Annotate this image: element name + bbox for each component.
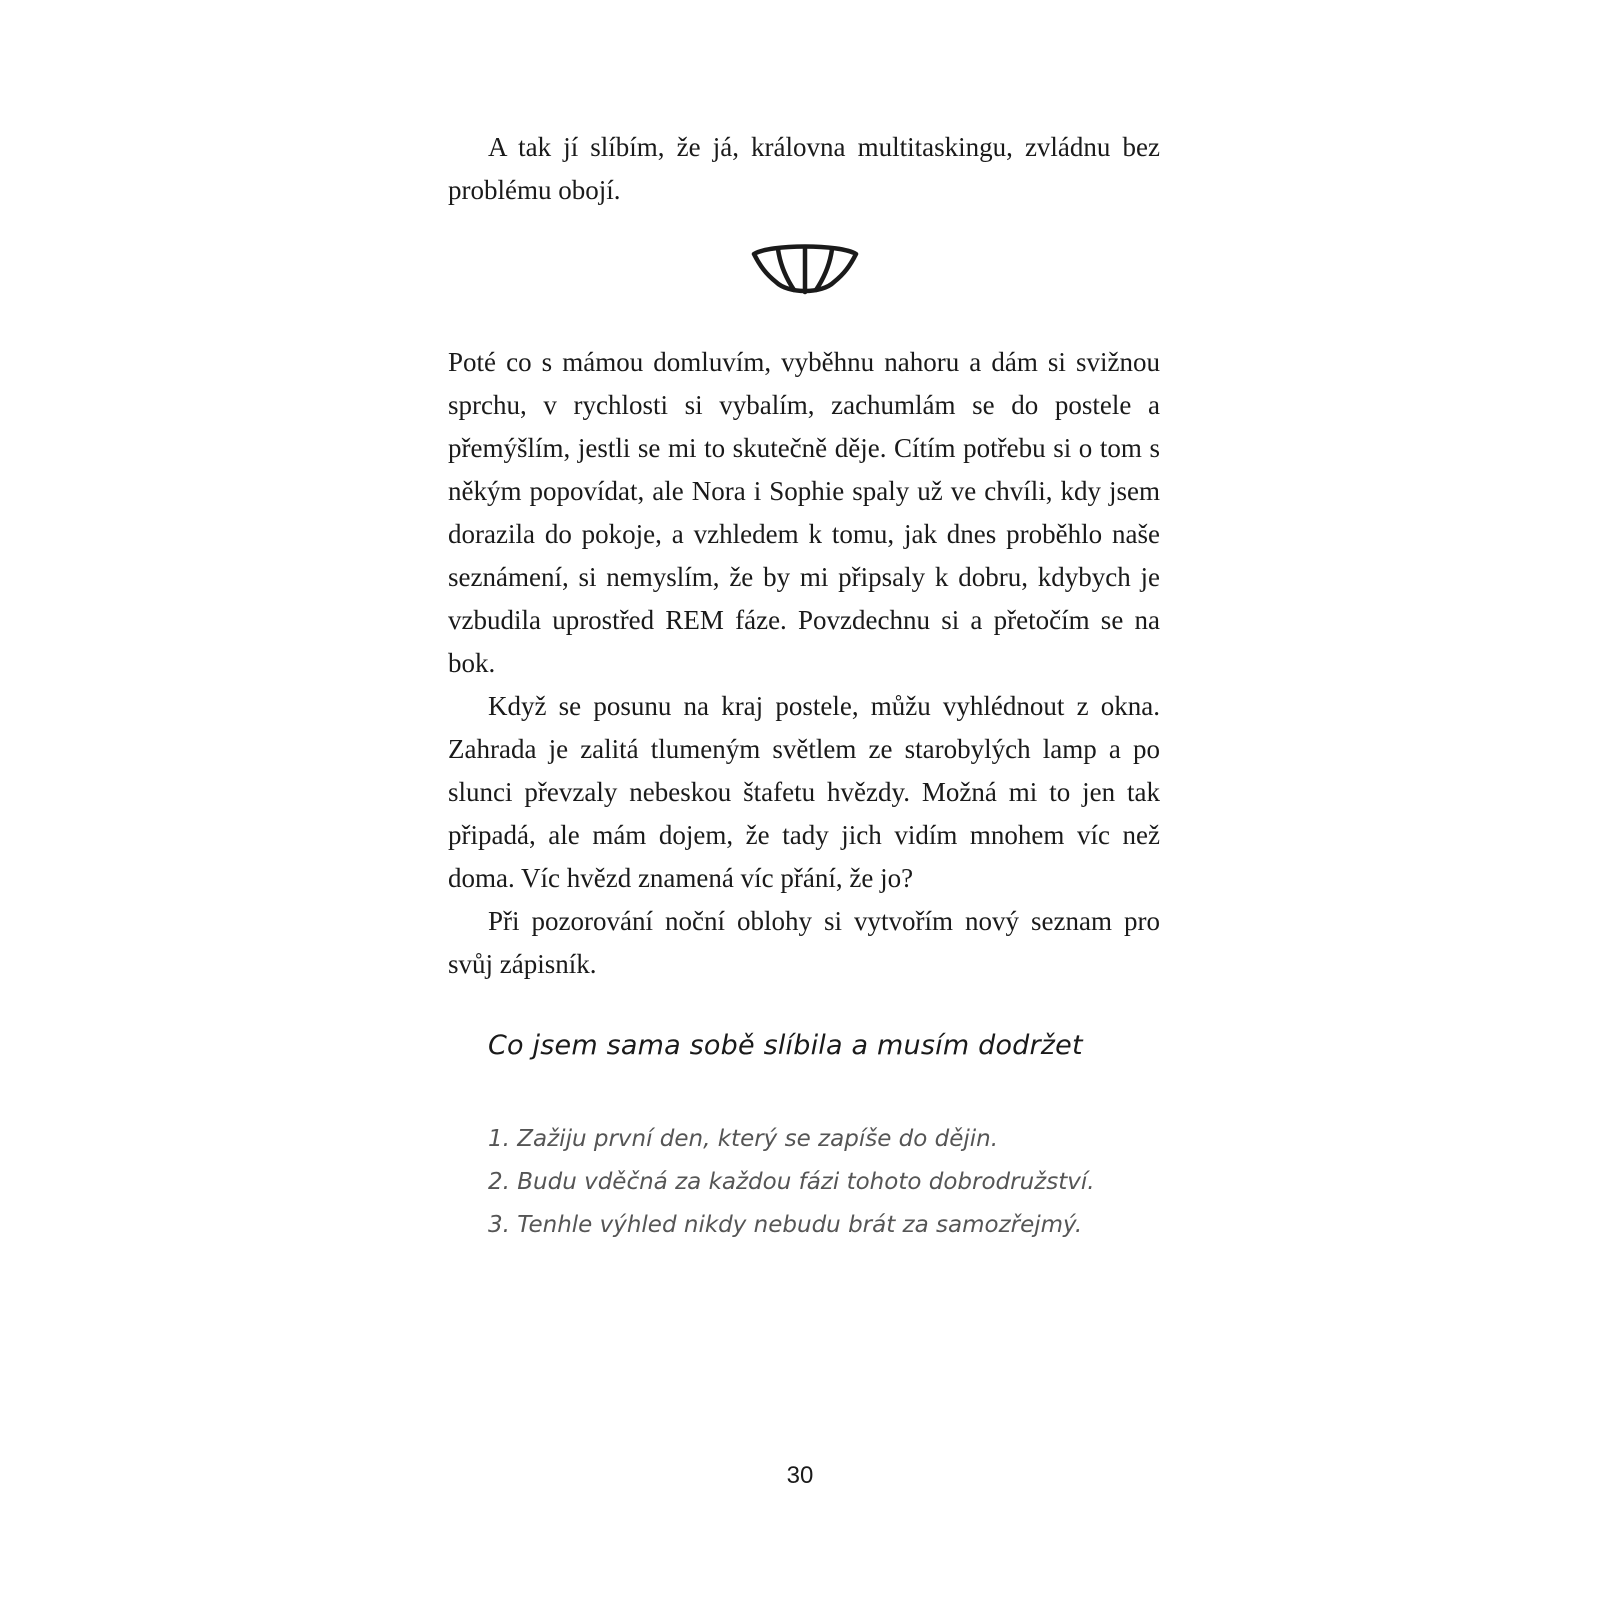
paragraph-3: Při pozorování noční oblohy si vytvořím nový seznam pro svůj zápisník. bbox=[448, 906, 1160, 979]
page-number: 30 bbox=[786, 1462, 814, 1489]
list-heading: Co jsem sama sobě slíbila a musím dodržet bbox=[488, 1030, 1083, 1061]
opening-paragraph-block bbox=[448, 126, 1160, 212]
croissant-icon bbox=[750, 242, 860, 300]
paragraph-2: Když se posunu na kraj postele, můžu vyhlédnout z okna. Zahrada je zalitá tlumeným světlem ze starobylých lamp a po slunci převzaly nebeskou štafetu hvězdy. Možná mi to jen tak připadá, ale mám dojem, že tady jich vidím mnohem víc než doma. Víc hvězd znamená víc přání, že jo? bbox=[448, 691, 1160, 893]
list-item: 3. Tenhle výhled nikdy nebudu brát za samozřejmý. bbox=[488, 1212, 1083, 1238]
promise-list bbox=[488, 1118, 1095, 1247]
opening-paragraph: A tak jí slíbím, že já, královna multitaskingu, zvládnu bez problému obojí. bbox=[448, 132, 1160, 205]
list-item: 2. Budu vděčná za každou fázi tohoto dobrodružství. bbox=[488, 1169, 1095, 1195]
list-item: 1. Zažiju první den, který se zapíše do dějin. bbox=[488, 1126, 999, 1152]
paragraph-1: Poté co s mámou domluvím, vyběhnu nahoru a dám si svižnou sprchu, v rychlosti si vybalím, zachumlám se do postele a přemýšlím, jestli se mi to skutečně děje. Cítím potřebu si o tom s někým popovídat, ale Nora i Sophie spaly už ve chvíli, kdy jsem dorazila do pokoje, a vzhledem k tomu, jak dnes proběhlo naše seznámení, si nemyslím, že by mi připsaly k dobru, kdybych je vzbudila uprostřed REM fáze. Povzdechnu si a přetočím se na bok. bbox=[448, 347, 1160, 678]
main-text-block bbox=[448, 341, 1160, 986]
